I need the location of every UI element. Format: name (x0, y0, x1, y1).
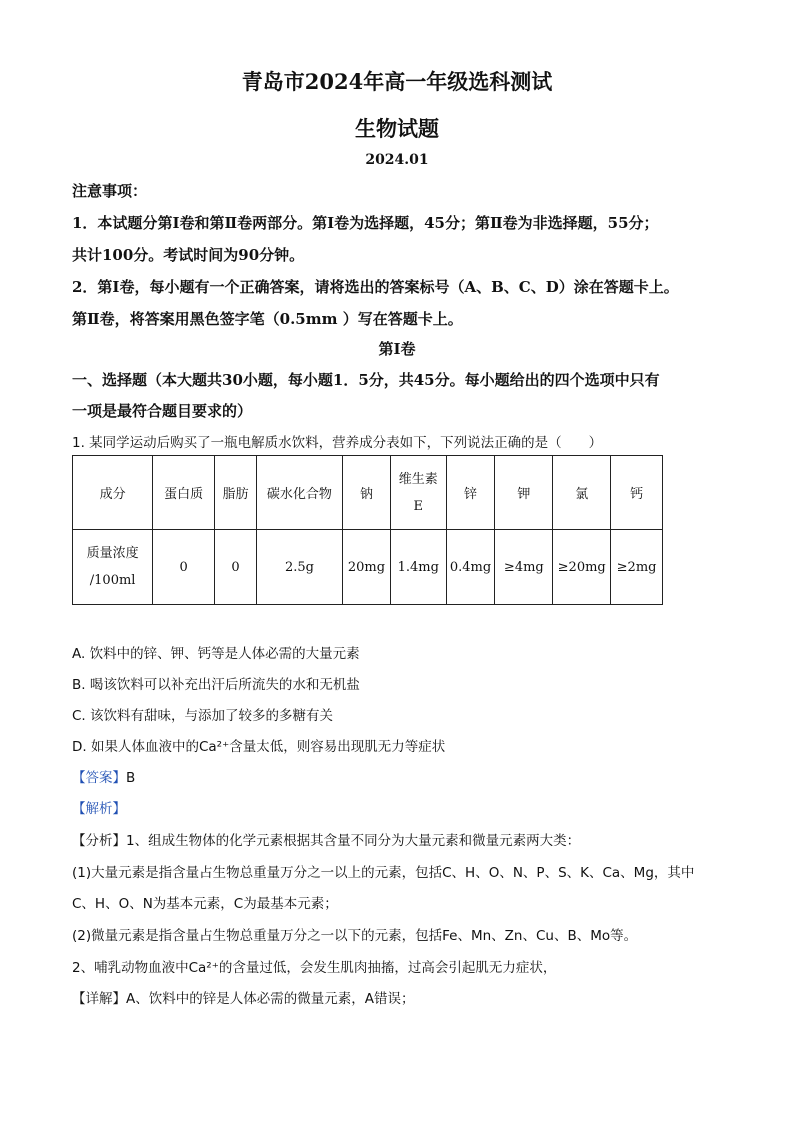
option-a: A. 饮料中的锌、钾、钙等是人体必需的大量元素 (72, 646, 360, 662)
exam-title: 青岛市2024年高一年级选科测试 (241, 69, 553, 94)
subject-title: 生物试题 (355, 116, 439, 141)
table-cell: 1.4mg (390, 530, 446, 605)
table-header-cell: 蛋白质 (153, 456, 215, 530)
answer-value: B (126, 770, 136, 786)
notice-item-1-line-1: 1．本试题分第Ⅰ卷和第Ⅱ卷两部分。第Ⅰ卷为选择题，45分；第Ⅱ卷为非选择题，55分； (72, 214, 659, 232)
option-b: B. 喝该饮料可以补充出汗后所流失的水和无机盐 (72, 677, 360, 693)
answer-label: 【答案】 (72, 770, 126, 786)
table-header-cell: 脂肪 (215, 456, 257, 530)
analysis-label: 【解析】 (72, 801, 126, 817)
nutrition-table (72, 455, 663, 605)
analysis-paragraph-1: 【分析】1、组成生物体的化学元素根据其含量不同分为大量元素和微量元素两大类： (72, 833, 581, 849)
table-cell: ≥2mg (611, 530, 663, 605)
section-instruction-line-2: 一项是最符合题目要求的） (72, 402, 253, 420)
table-row-label (73, 530, 153, 605)
table-cell: 0.4mg (446, 530, 495, 605)
table-cell: ≥4mg (495, 530, 553, 605)
analysis-detail: 【详解】A、饮料中的锌是人体必需的微量元素，A错误； (72, 991, 415, 1007)
analysis-paragraph-2-line-2: C、H、O、N为基本元素，C为最基本元素； (72, 896, 338, 912)
table-header-cell: 碳水化合物 (256, 456, 342, 530)
analysis-paragraph-2-line-1: (1)大量元素是指含量占生物总重量万分之一以上的元素，包括C、H、O、N、P、S、K、Ca、Mg，其中 (72, 865, 695, 881)
vitamin-label: 维生素 (398, 471, 438, 487)
table-cell: ≥20mg (553, 530, 611, 605)
answer-line (72, 766, 135, 786)
option-d: D. 如果人体血液中的Ca²⁺含量太低，则容易出现肌无力等症状 (72, 739, 446, 755)
table-header-cell: 成分 (73, 456, 153, 530)
table-header-cell: 锌 (446, 456, 495, 530)
analysis-paragraph-3: (2)微量元素是指含量占生物总重量万分之一以下的元素，包括Fe、Mn、Zn、Cu、B、Mo等。 (72, 928, 638, 944)
table-header-cell: 钙 (611, 456, 663, 530)
table-cell: 0 (215, 530, 257, 605)
table-header-cell-vitamin-e (390, 456, 446, 530)
section-instruction-line-1: 一、选择题（本大题共30小题，每小题1．5分，共45分。每小题给出的四个选项中只有 (72, 371, 660, 389)
table-cell: 20mg (343, 530, 391, 605)
notice-item-2-line-1: 2．第Ⅰ卷，每小题有一个正确答案，请将选出的答案标号（A、B、C、D）涂在答题卡上。 (72, 278, 679, 296)
exam-date: 2024.01 (365, 152, 429, 168)
table-header-row (73, 456, 663, 530)
analysis-paragraph-4: 2、哺乳动物血液中Ca²⁺的含量过低，会发生肌肉抽搐，过高会引起肌无力症状， (72, 960, 557, 976)
table-cell: 2.5g (256, 530, 342, 605)
notice-item-2-line-2: 第Ⅱ卷，将答案用黑色签字笔（0.5mm ）写在答题卡上。 (72, 310, 463, 328)
part-title: 第Ⅰ卷 (378, 340, 416, 358)
table-header-cell: 钾 (495, 456, 553, 530)
table-row (73, 530, 663, 605)
notice-item-1-line-2: 共计100分。考试时间为90分钟。 (72, 246, 305, 264)
row-label-line-2: /100ml (89, 573, 136, 588)
question-stem: 1. 某同学运动后购买了一瓶电解质水饮料，营养成分表如下，下列说法正确的是（ ） (72, 435, 603, 451)
vitamin-e-letter: E (413, 498, 423, 514)
row-label-line-1: 质量浓度 (86, 546, 139, 561)
table-cell: 0 (153, 530, 215, 605)
option-c: C. 该饮料有甜味，与添加了较多的多糖有关 (72, 708, 334, 724)
notice-heading: 注意事项： (72, 182, 148, 200)
table-header-cell: 钠 (343, 456, 391, 530)
table-header-cell: 氯 (553, 456, 611, 530)
